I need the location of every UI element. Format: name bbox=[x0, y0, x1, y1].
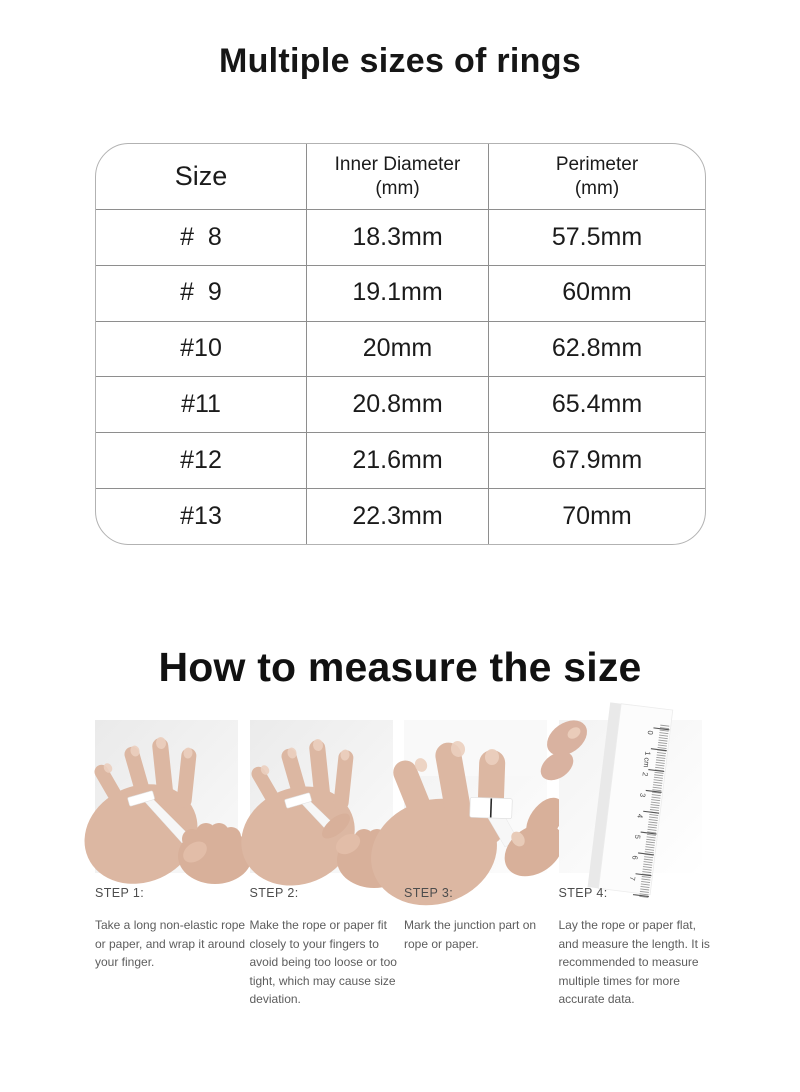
perimeter-cell: 67.9mm bbox=[488, 432, 705, 488]
step-photos-row bbox=[95, 720, 702, 882]
inner-diameter-cell: 22.3mm bbox=[306, 488, 488, 544]
step-label: STEP 4: bbox=[558, 886, 608, 900]
inner-diameter-cell: 20mm bbox=[306, 321, 488, 377]
step-2 bbox=[249, 886, 397, 1009]
size-cell: #11 bbox=[96, 376, 306, 432]
measure-section-title: How to measure the size bbox=[158, 644, 642, 690]
mark-junction-illustration bbox=[404, 720, 547, 873]
inner-diameter-cell: 18.3mm bbox=[306, 209, 488, 265]
inner-diameter-cell: 20.8mm bbox=[306, 376, 488, 432]
ruler-label: 1 cm bbox=[641, 750, 653, 769]
ruler-label: 5 bbox=[632, 834, 642, 840]
ruler-label: 7 bbox=[627, 875, 637, 882]
ruler-label: 2 bbox=[640, 771, 650, 777]
perimeter-cell: 57.5mm bbox=[488, 209, 705, 265]
inner-diameter-cell: 21.6mm bbox=[306, 432, 488, 488]
step4-photo bbox=[559, 720, 702, 882]
step-4 bbox=[558, 886, 710, 1009]
step-description: Mark the junction part on rope or paper. bbox=[404, 918, 537, 951]
paper-band bbox=[470, 797, 513, 818]
size-cell: # 8 bbox=[96, 209, 306, 265]
perimeter-cell: 70mm bbox=[488, 488, 705, 544]
size-cell: #13 bbox=[96, 488, 306, 544]
ruler-measure-illustration bbox=[559, 720, 702, 882]
inner-diameter-column-header: Inner Diameter (mm) bbox=[306, 144, 488, 209]
step1-photo bbox=[95, 720, 238, 873]
perimeter-cell: 60mm bbox=[488, 265, 705, 321]
ruler-label: 4 bbox=[634, 813, 645, 819]
step3-photo bbox=[404, 720, 547, 873]
step-label: STEP 2: bbox=[249, 886, 299, 900]
step-description: Take a long non-elastic rope or paper, and wrap it around your finger. bbox=[95, 918, 246, 969]
step-label: STEP 1: bbox=[95, 886, 145, 900]
step2-photo bbox=[250, 720, 393, 873]
ruler-label: 0 bbox=[645, 729, 655, 736]
perimeter-column-header: Perimeter (mm) bbox=[488, 144, 705, 209]
hand-fit-strip-illustration bbox=[250, 720, 393, 873]
step-3 bbox=[404, 886, 547, 1009]
page-title: Multiple sizes of rings bbox=[218, 42, 582, 80]
step-description: Lay the rope or paper flat, and measure the length. It is recommended to measure multiple times for more accurate data. bbox=[558, 918, 710, 1006]
size-cell: #10 bbox=[96, 321, 306, 377]
hand-wrap-strip-illustration bbox=[95, 720, 238, 873]
perimeter-cell: 62.8mm bbox=[488, 321, 705, 377]
inner-diameter-cell: 19.1mm bbox=[306, 265, 488, 321]
size-column-header: Size bbox=[174, 160, 228, 191]
size-cell: # 9 bbox=[96, 265, 306, 321]
ruler-label: 3 bbox=[637, 792, 647, 798]
size-cell: #12 bbox=[96, 432, 306, 488]
step-label: STEP 3: bbox=[404, 886, 454, 900]
perimeter-cell: 65.4mm bbox=[488, 376, 705, 432]
ring-size-table bbox=[95, 143, 706, 545]
junction-mark bbox=[491, 798, 492, 817]
step-description: Make the rope or paper fit closely to your fingers to avoid being too loose or too tight, which may cause size deviation. bbox=[249, 918, 397, 1006]
step-descriptions-row bbox=[95, 886, 710, 1009]
step-1 bbox=[95, 886, 246, 1009]
ruler-label: 6 bbox=[629, 855, 640, 861]
